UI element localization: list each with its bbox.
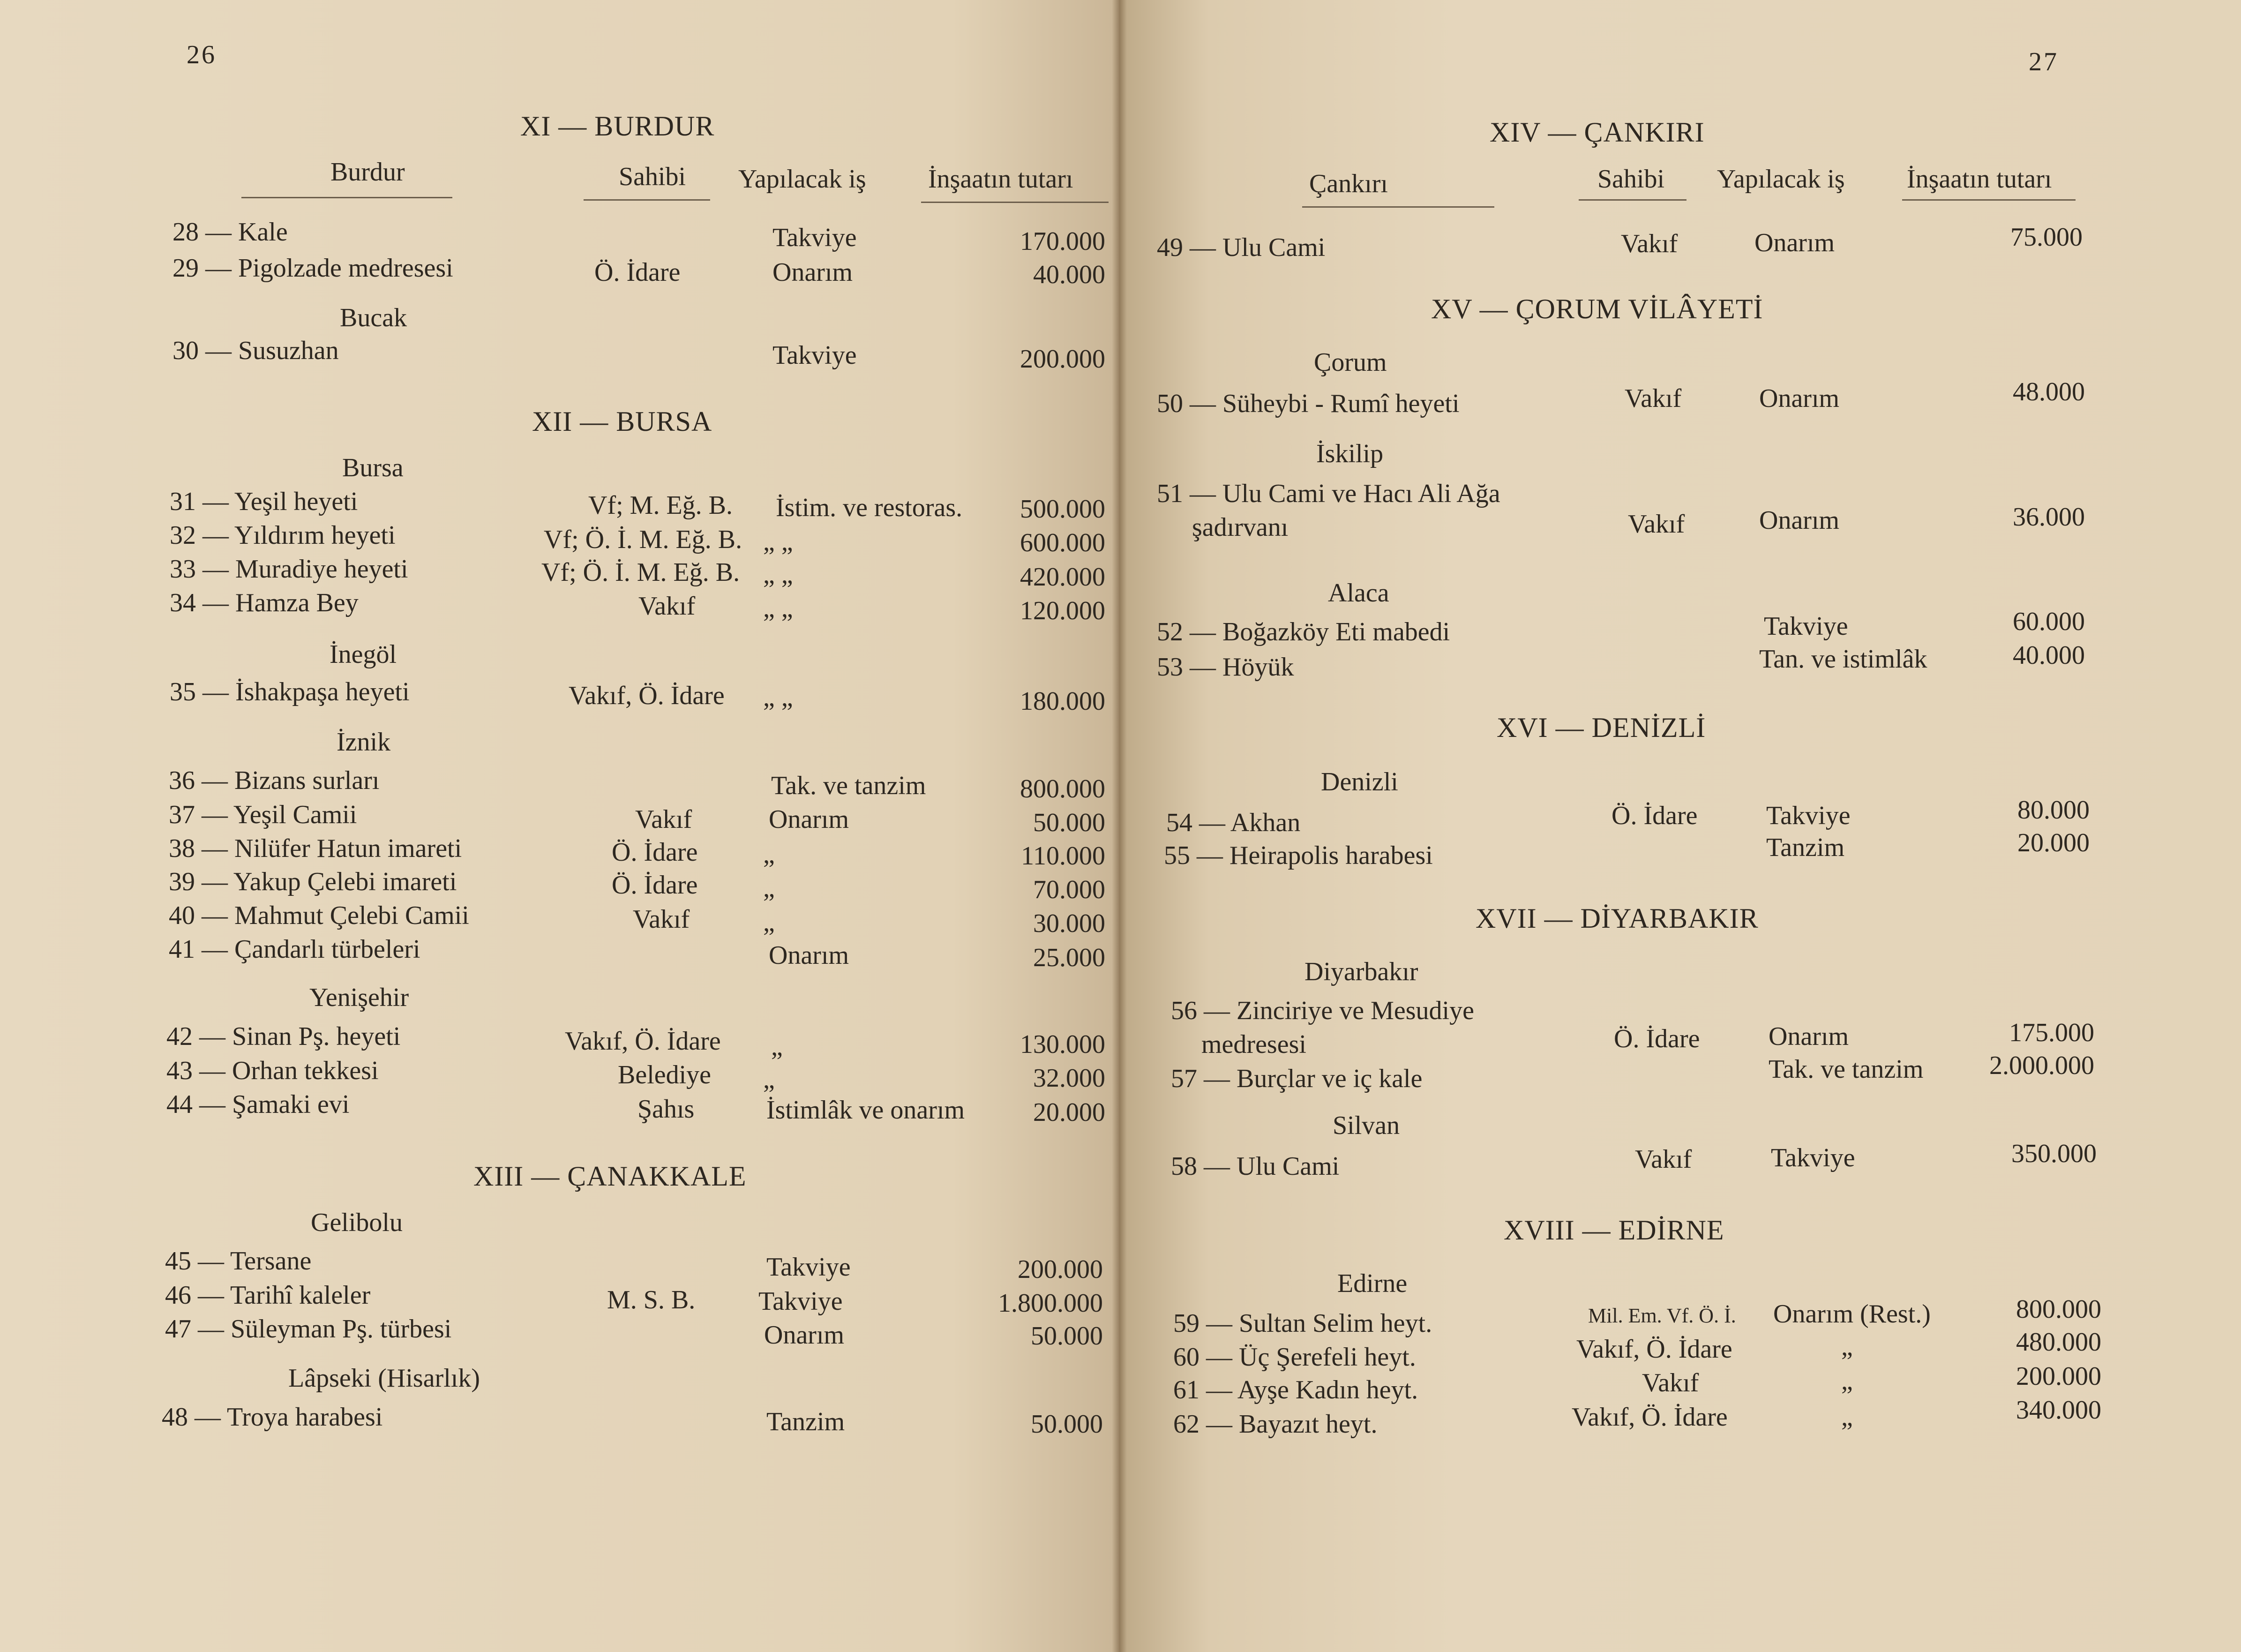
subheading: Yenişehir xyxy=(309,983,409,1012)
list-item-cost: 80.000 xyxy=(2017,796,2090,825)
list-item-cost: 75.000 xyxy=(2010,223,2083,252)
list-item-cost: 600.000 xyxy=(1020,528,1105,557)
list-item-cost: 50.000 xyxy=(1031,1410,1103,1439)
list-item-cost: 40.000 xyxy=(2013,641,2085,670)
subheading: Alaca xyxy=(1328,578,1389,608)
list-item-name: 43 — Orhan tekkesi xyxy=(166,1056,379,1085)
list-item-cost: 130.000 xyxy=(1020,1030,1105,1059)
list-item-work: Takviye xyxy=(772,223,857,252)
section-title: XVII — DİYARBAKIR xyxy=(1476,903,1759,934)
list-item-name: 60 — Üç Şerefeli heyt. xyxy=(1173,1343,1416,1372)
list-item-owner: Vakıf xyxy=(1621,229,1678,258)
list-item-cost: 800.000 xyxy=(2016,1295,2101,1324)
column-header-work: Yapılacak iş xyxy=(738,165,866,194)
list-item-name: 57 — Burçlar ve iç kale xyxy=(1171,1064,1423,1093)
list-item-name: 62 — Bayazıt heyt. xyxy=(1173,1410,1378,1439)
list-item-name: 54 — Akhan xyxy=(1166,808,1301,837)
list-item-work: „ „ xyxy=(763,560,793,589)
list-item-cost: 30.000 xyxy=(1033,909,1105,938)
list-item-cost: 120.000 xyxy=(1020,596,1105,625)
list-item-owner: Vf; M. Eğ. B. xyxy=(588,491,733,520)
subheading: Diyarbakır xyxy=(1304,957,1418,986)
subheading: Bursa xyxy=(342,453,404,482)
list-item-name: 45 — Tersane xyxy=(165,1247,312,1276)
list-item-cost: 50.000 xyxy=(1031,1322,1103,1351)
section-title: XIV — ÇANKIRI xyxy=(1490,117,1705,148)
list-item-cost: 20.000 xyxy=(1033,1098,1105,1127)
list-item-name: 32 — Yıldırım heyeti xyxy=(170,521,396,550)
list-item-name: 31 — Yeşil heyeti xyxy=(170,487,358,516)
column-header-owner: Sahibi xyxy=(1597,165,1665,194)
list-item-name: 30 — Susuzhan xyxy=(172,336,339,365)
list-item-name: 35 — İshakpaşa heyeti xyxy=(170,677,410,706)
section-title: XI — BURDUR xyxy=(520,111,715,142)
list-item-name-continued: şadırvanı xyxy=(1192,513,1289,542)
list-item-work: „ xyxy=(763,840,775,869)
list-item-work: Tak. ve tanzim xyxy=(1769,1055,1924,1084)
list-item-work: Tak. ve tanzim xyxy=(771,771,926,800)
subheading: İnegöl xyxy=(330,640,397,669)
list-item-name: 55 — Heirapolis harabesi xyxy=(1164,841,1433,870)
list-item-name: 33 — Muradiye heyeti xyxy=(170,555,408,584)
list-item-name: 36 — Bizans surları xyxy=(169,766,380,795)
column-header-place: Çankırı xyxy=(1309,169,1388,198)
list-item-work: Onarım (Rest.) xyxy=(1773,1299,1931,1329)
list-item-owner: Ö. İdare xyxy=(1614,1024,1700,1053)
list-item-name: 46 — Tarihî kaleler xyxy=(165,1281,371,1310)
list-item-cost: 60.000 xyxy=(2013,607,2085,636)
section-title: XV — ÇORUM VİLÂYETİ xyxy=(1431,293,1763,324)
list-item-cost: 420.000 xyxy=(1020,563,1105,592)
list-item-cost: 40.000 xyxy=(1033,260,1105,289)
list-item-work: Takviye xyxy=(1766,801,1851,830)
list-item-work: „ xyxy=(763,874,775,903)
list-item-cost: 1.800.000 xyxy=(998,1289,1103,1318)
subheading: Çorum xyxy=(1314,348,1387,377)
list-item-cost: 175.000 xyxy=(2009,1018,2094,1047)
list-item-owner: Vakıf xyxy=(1625,384,1682,413)
list-item-name: 48 — Troya harabesi xyxy=(162,1403,383,1432)
list-item-cost: 800.000 xyxy=(1020,774,1105,803)
list-item-owner: Ö. İdare xyxy=(612,838,698,867)
list-item-cost: 170.000 xyxy=(1020,227,1105,256)
section-title: XII — BURSA xyxy=(532,406,712,437)
list-item-cost: 200.000 xyxy=(2016,1362,2101,1391)
list-item-cost: 2.000.000 xyxy=(1989,1051,2094,1080)
list-item-name: 28 — Kale xyxy=(172,218,288,247)
list-item-name-continued: medresesi xyxy=(1201,1030,1306,1059)
header-rule xyxy=(584,199,710,201)
page-number: 27 xyxy=(2029,47,2059,76)
list-item-cost: 36.000 xyxy=(2013,503,2085,532)
list-item-cost: 20.000 xyxy=(2017,828,2090,857)
list-item-work: Tanzim xyxy=(1766,833,1845,862)
list-item-work: Takviye xyxy=(1771,1143,1855,1172)
list-item-work: „ „ xyxy=(763,594,793,623)
column-header-work: Yapılacak iş xyxy=(1717,165,1845,194)
header-rule xyxy=(1579,199,1686,201)
list-item-owner: Vakıf xyxy=(1628,510,1685,539)
list-item-work: Takviye xyxy=(758,1287,843,1316)
list-item-work: Onarım xyxy=(769,941,849,970)
list-item-owner: Vakıf xyxy=(1635,1145,1692,1174)
column-header-owner: Sahibi xyxy=(619,162,686,191)
list-item-cost: 50.000 xyxy=(1033,808,1105,837)
subheading: İskilip xyxy=(1316,439,1384,468)
column-header-cost: İnşaatın tutarı xyxy=(1907,165,2052,194)
list-item-work: Onarım xyxy=(1769,1022,1849,1051)
list-item-name: 38 — Nilüfer Hatun imareti xyxy=(169,834,462,863)
list-item-work: „ xyxy=(1841,1332,1853,1361)
list-item-cost: 350.000 xyxy=(2011,1139,2097,1168)
list-item-name: 53 — Höyük xyxy=(1157,653,1294,682)
subheading: Bucak xyxy=(340,303,407,332)
list-item-work: „ „ xyxy=(763,683,793,712)
list-item-owner: Vakıf, Ö. İdare xyxy=(1576,1335,1732,1364)
list-item-owner: Vakıf, Ö. İdare xyxy=(565,1027,721,1056)
list-item-owner: Vakıf xyxy=(633,905,690,934)
left-page xyxy=(0,0,1119,1652)
list-item-cost: 32.000 xyxy=(1033,1064,1105,1093)
list-item-work: „ xyxy=(1841,1403,1853,1432)
list-item-name: 49 — Ulu Cami xyxy=(1157,233,1326,262)
list-item-work: Onarım xyxy=(1754,228,1835,257)
list-item-name: 37 — Yeşil Camii xyxy=(169,800,357,829)
list-item-name: 41 — Çandarlı türbeleri xyxy=(169,935,420,964)
list-item-name: 52 — Boğazköy Eti mabedi xyxy=(1157,617,1450,646)
list-item-owner: Şahıs xyxy=(637,1095,695,1124)
list-item-name: 39 — Yakup Çelebi imareti xyxy=(169,867,457,896)
list-item-cost: 70.000 xyxy=(1033,875,1105,904)
header-rule xyxy=(1302,206,1494,208)
list-item-work: „ xyxy=(763,908,775,937)
list-item-work: İstim. ve restoras. xyxy=(776,493,963,522)
subheading: Edirne xyxy=(1337,1269,1408,1298)
list-item-owner: M. S. B. xyxy=(607,1285,696,1314)
header-rule xyxy=(921,202,1109,203)
list-item-cost: 200.000 xyxy=(1020,345,1105,374)
list-item-name: 61 — Ayşe Kadın heyt. xyxy=(1173,1375,1418,1404)
book-gutter xyxy=(1112,0,1127,1652)
list-item-cost: 340.000 xyxy=(2016,1396,2101,1425)
list-item-cost: 180.000 xyxy=(1020,687,1105,716)
subheading: Gelibolu xyxy=(311,1208,403,1237)
column-header-place: Burdur xyxy=(330,158,405,187)
list-item-owner: Mil. Em. Vf. Ö. İ. xyxy=(1588,1304,1736,1327)
header-rule xyxy=(1902,199,2076,201)
list-item-owner: Vakıf xyxy=(638,592,696,621)
list-item-work: „ xyxy=(1841,1367,1853,1396)
list-item-work: Onarım xyxy=(1759,384,1840,413)
list-item-name: 40 — Mahmut Çelebi Camii xyxy=(169,901,469,930)
list-item-work: Tan. ve istimlâk xyxy=(1759,645,1927,674)
list-item-owner: Vakıf xyxy=(635,805,692,834)
subheading: Denizli xyxy=(1321,767,1398,796)
list-item-work: Onarım xyxy=(772,258,853,287)
list-item-owner: Belediye xyxy=(618,1060,712,1089)
list-item-work: „ xyxy=(771,1032,783,1061)
list-item-work: Onarım xyxy=(769,805,849,834)
list-item-owner: Vakıf, Ö. İdare xyxy=(1572,1403,1728,1432)
list-item-owner: Ö. İdare xyxy=(1611,801,1698,830)
header-rule xyxy=(241,197,452,198)
list-item-work: Takviye xyxy=(772,341,857,370)
section-title: XVIII — EDİRNE xyxy=(1504,1215,1724,1246)
list-item-work: Onarım xyxy=(1759,506,1840,535)
list-item-name: 42 — Sinan Pş. heyeti xyxy=(166,1022,401,1051)
list-item-work: „ „ xyxy=(763,527,793,556)
list-item-owner: Ö. İdare xyxy=(594,258,681,287)
list-item-cost: 200.000 xyxy=(1018,1255,1103,1284)
list-item-cost: 25.000 xyxy=(1033,943,1105,972)
list-item-name: 34 — Hamza Bey xyxy=(170,588,359,617)
list-item-owner: Ö. İdare xyxy=(612,871,698,900)
column-header-cost: İnşaatın tutarı xyxy=(928,165,1073,194)
list-item-name: 59 — Sultan Selim heyt. xyxy=(1173,1309,1432,1338)
list-item-cost: 110.000 xyxy=(1021,841,1105,871)
list-item-work: İstimlâk ve onarım xyxy=(766,1096,965,1125)
subheading: İznik xyxy=(337,728,391,757)
list-item-name: 56 — Zinciriye ve Mesudiye xyxy=(1171,996,1474,1025)
list-item-work: Takviye xyxy=(1764,612,1848,641)
list-item-work: Tanzim xyxy=(766,1407,845,1436)
list-item-cost: 500.000 xyxy=(1020,495,1105,524)
list-item-name: 44 — Şamaki evi xyxy=(166,1090,350,1119)
subheading: Silvan xyxy=(1333,1111,1400,1140)
section-title: XVI — DENİZLİ xyxy=(1497,712,1706,743)
right-page xyxy=(1119,0,2241,1652)
list-item-cost: 480.000 xyxy=(2016,1328,2101,1357)
list-item-name: 29 — Pigolzade medresesi xyxy=(172,254,453,283)
section-title: XIII — ÇANAKKALE xyxy=(473,1161,747,1192)
list-item-name: 58 — Ulu Cami xyxy=(1171,1152,1340,1181)
list-item-owner: Vakıf, Ö. İdare xyxy=(569,681,725,710)
list-item-work: „ xyxy=(763,1065,775,1094)
list-item-work: Takviye xyxy=(766,1253,851,1282)
list-item-name: 47 — Süleyman Pş. türbesi xyxy=(165,1314,452,1344)
list-item-name: 51 — Ulu Cami ve Hacı Ali Ağa xyxy=(1157,479,1500,508)
list-item-owner: Vakıf xyxy=(1642,1368,1699,1397)
list-item-owner: Vf; Ö. İ. M. Eğ. B. xyxy=(541,558,740,587)
list-item-owner: Vf; Ö. İ. M. Eğ. B. xyxy=(544,525,742,554)
subheading: Lâpseki (Hisarlık) xyxy=(288,1364,480,1393)
list-item-work: Onarım xyxy=(764,1321,845,1350)
list-item-name: 50 — Süheybi - Rumî heyeti xyxy=(1157,389,1460,418)
list-item-cost: 48.000 xyxy=(2013,377,2085,406)
page-number: 26 xyxy=(187,40,217,69)
